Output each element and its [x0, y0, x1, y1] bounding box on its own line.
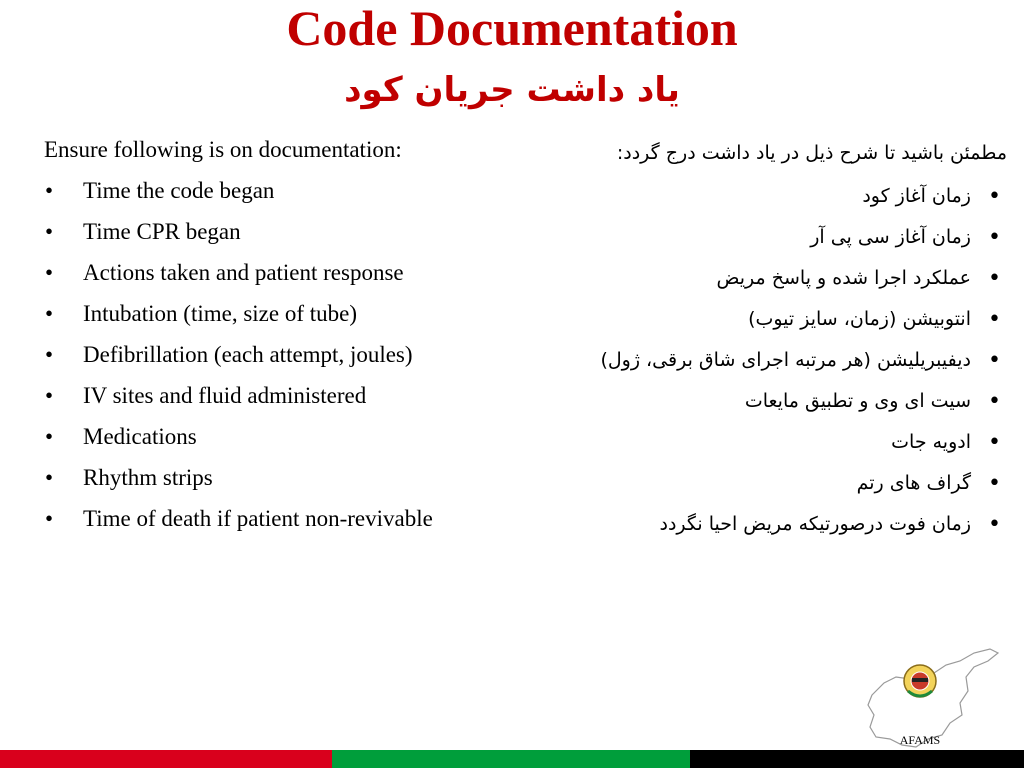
english-list: [44, 177, 509, 532]
slide-title: Code Documentation: [286, 0, 738, 56]
english-item: • Time CPR began: [44, 218, 509, 245]
dari-column: [525, 138, 1015, 550]
english-item: • Rhythm strips: [44, 464, 509, 491]
dari-item: • گراف های رتم: [525, 468, 1015, 499]
dari-item: • زمان آغاز سی پی آر: [525, 222, 1015, 253]
slide-subtitle-dari: یاد داشت جریان کود: [344, 70, 680, 110]
english-item: • Time the code began: [44, 177, 509, 204]
dari-list: [525, 181, 1015, 540]
english-item: • Actions taken and patient response: [44, 259, 509, 286]
dari-item: • دیفیبریلیشن (هر مرتبه اجرای شاق برقی، ژول): [525, 345, 1015, 376]
english-item: • Time of death if patient non-revivable: [44, 505, 509, 532]
footer-bar-red: [0, 750, 332, 768]
emblem-black-band: [912, 678, 928, 682]
english-column: [44, 136, 509, 546]
dari-item: • زمان آغاز کود: [525, 181, 1015, 212]
dari-item: • ادویه جات: [525, 427, 1015, 458]
english-intro: Ensure following is on documentation:: [44, 137, 402, 162]
dari-item: • انتوبیشن (زمان، سایز تیوب): [525, 304, 1015, 335]
dari-intro: مطمئن باشید تا شرح ذیل در یاد داشت درج گردد:: [616, 142, 1007, 164]
footer-bar-green: [332, 750, 690, 768]
english-item: • Defibrillation (each attempt, joules): [44, 341, 509, 368]
dari-item: • زمان فوت درصورتیکه مریض احیا نگردد: [525, 509, 1015, 540]
footer-bar-black: [690, 750, 1024, 768]
english-item: • IV sites and fluid administered: [44, 382, 509, 409]
english-item: • Intubation (time, size of tube): [44, 300, 509, 327]
english-item: • Medications: [44, 423, 509, 450]
dari-item: • عملکرد اجرا شده و پاسخ مریض: [525, 263, 1015, 294]
logo-caption: AFAMS: [899, 733, 941, 747]
dari-item: • سیت ای وی و تطبیق مایعات: [525, 386, 1015, 417]
